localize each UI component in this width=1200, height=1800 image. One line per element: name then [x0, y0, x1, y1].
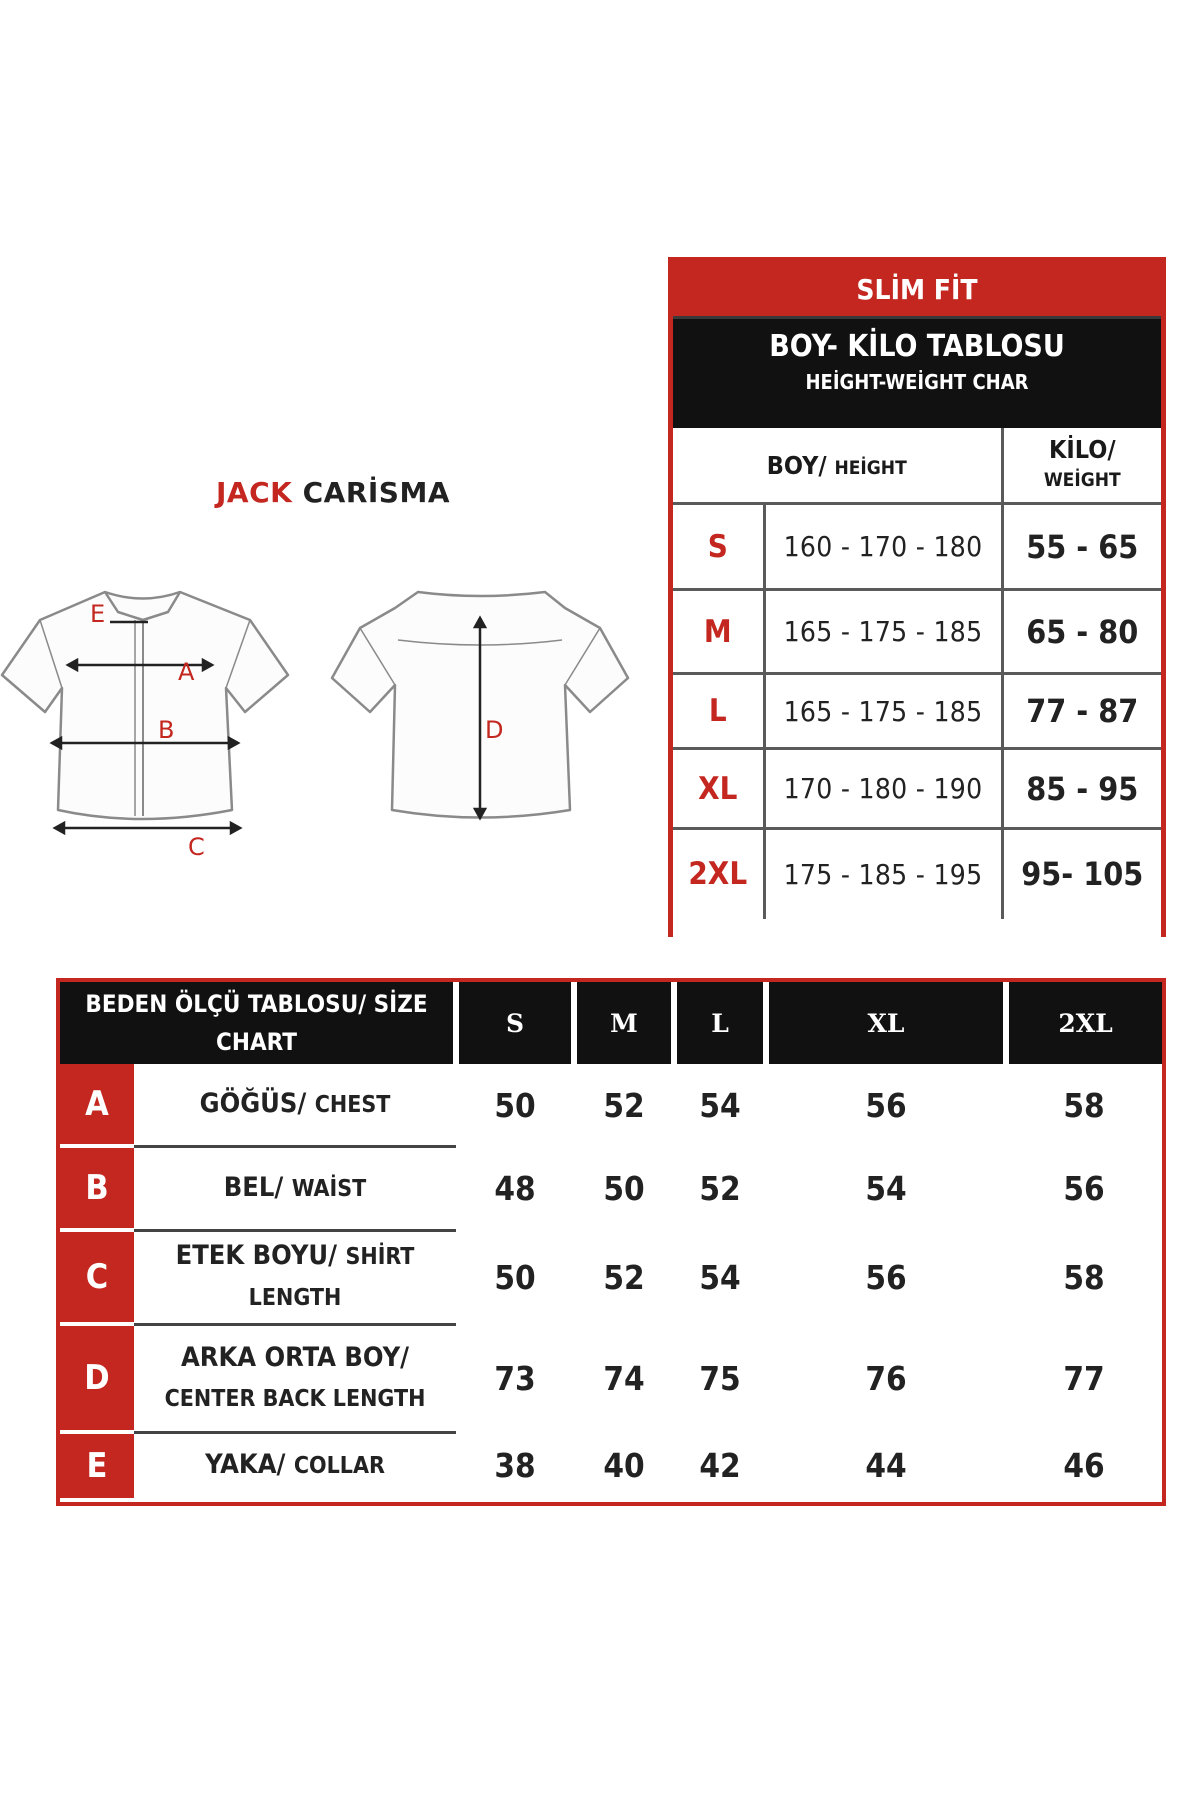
- size-chart-grid: [60, 982, 1162, 1498]
- row-label-main: ARKA ORTA BOY/: [180, 1341, 410, 1373]
- weight-cell: 55 - 65: [1002, 504, 1161, 590]
- row-label-sub: SHİRT LENGTH: [248, 1244, 415, 1311]
- value-cell: 56: [1063, 1168, 1105, 1208]
- value-cell: 56: [865, 1257, 907, 1297]
- row-label-sub: CHEST: [314, 1091, 391, 1118]
- value-cell: 56: [865, 1085, 907, 1125]
- col-height-sub: HEİGHT: [834, 456, 907, 479]
- value-cell: 46: [1063, 1445, 1105, 1485]
- value-cell: 52: [699, 1168, 741, 1208]
- table-row: [60, 1432, 1162, 1498]
- value-cell: 50: [494, 1257, 536, 1297]
- value-cell: 54: [699, 1257, 741, 1297]
- value-cell: 77: [1063, 1358, 1105, 1398]
- col-header-weight: [1002, 428, 1161, 504]
- value-cell: 58: [1063, 1085, 1105, 1125]
- value-cell: 38: [494, 1445, 536, 1485]
- value-cell: 73: [494, 1358, 536, 1398]
- col-weight-sub: WEİGHT: [1043, 469, 1121, 491]
- row-label-main: YAKA/: [205, 1449, 286, 1481]
- value-cell: 50: [494, 1085, 536, 1125]
- table-row: [673, 590, 1161, 674]
- weight-cell: 77 - 87: [1002, 674, 1161, 749]
- height-weight-table: [668, 257, 1166, 937]
- label-e: E: [90, 600, 106, 628]
- height-cell: 165 - 175 - 185: [764, 590, 1002, 674]
- table-row: [673, 749, 1161, 829]
- brand-part-2: CARİSMA: [302, 476, 450, 509]
- height-weight-header: [673, 316, 1161, 428]
- row-label-sub: WAİST: [291, 1175, 367, 1202]
- row-label-main: BEL/: [223, 1171, 284, 1203]
- value-cell: 44: [865, 1445, 907, 1485]
- size-chart-header: [60, 982, 1162, 1064]
- row-letter: A: [60, 1064, 134, 1146]
- label-d: D: [485, 716, 504, 744]
- height-weight-column-headers: [673, 428, 1161, 504]
- value-cell: 54: [699, 1085, 741, 1125]
- height-weight-grid: [673, 428, 1161, 919]
- size-chart-title: BEDEN ÖLÇÜ TABLOSU/ SİZE CHART: [60, 982, 456, 1064]
- table-row: [60, 1230, 1162, 1324]
- col-header-height: [673, 428, 1002, 504]
- table-row: [60, 1324, 1162, 1432]
- size-cell: M: [673, 590, 764, 674]
- height-cell: 170 - 180 - 190: [764, 749, 1002, 829]
- row-label: [134, 1230, 456, 1324]
- row-label-sub: CENTER BACK LENGTH: [164, 1385, 426, 1412]
- value-cell: 40: [603, 1445, 645, 1485]
- weight-cell: 65 - 80: [1002, 590, 1161, 674]
- height-cell: 175 - 185 - 195: [764, 829, 1002, 919]
- table-row: [673, 829, 1161, 919]
- value-cell: 48: [494, 1168, 536, 1208]
- row-label: [134, 1432, 456, 1498]
- table-row: [673, 674, 1161, 749]
- row-label-sub: COLLAR: [293, 1453, 385, 1480]
- row-label-main: ETEK BOYU/: [175, 1240, 338, 1271]
- size-header: S: [456, 982, 574, 1064]
- col-height-main: BOY/: [766, 450, 827, 480]
- size-cell: 2XL: [673, 829, 764, 919]
- value-cell: 42: [699, 1445, 741, 1485]
- value-cell: 52: [603, 1257, 645, 1297]
- row-letter: E: [60, 1432, 134, 1498]
- size-cell: XL: [673, 749, 764, 829]
- value-cell: 54: [865, 1168, 907, 1208]
- table-row: [60, 1064, 1162, 1146]
- size-header: XL: [766, 982, 1006, 1064]
- weight-cell: 95- 105: [1002, 829, 1161, 919]
- weight-cell: 85 - 95: [1002, 749, 1161, 829]
- table-row: [60, 1146, 1162, 1230]
- row-label: [134, 1146, 456, 1230]
- value-cell: 76: [865, 1358, 907, 1398]
- row-letter: B: [60, 1146, 134, 1230]
- shirt-diagram: [0, 570, 640, 870]
- size-header: L: [674, 982, 766, 1064]
- col-weight-main: KİLO/: [1048, 435, 1116, 464]
- row-letter: D: [60, 1324, 134, 1432]
- value-cell: 50: [603, 1168, 645, 1208]
- label-a: A: [178, 658, 195, 686]
- size-cell: S: [673, 504, 764, 590]
- size-header: 2XL: [1006, 982, 1162, 1064]
- size-header: M: [574, 982, 674, 1064]
- table-row: [673, 504, 1161, 590]
- row-label-main: GÖĞÜS/: [199, 1087, 307, 1119]
- label-c: C: [188, 833, 205, 861]
- brand-logo: [216, 476, 450, 509]
- height-cell: 160 - 170 - 180: [764, 504, 1002, 590]
- size-chart-table: [56, 978, 1166, 1506]
- height-weight-title: BOY- KİLO TABLOSU: [769, 329, 1065, 364]
- row-label: [134, 1324, 456, 1432]
- row-label: [134, 1064, 456, 1146]
- value-cell: 74: [603, 1358, 645, 1398]
- row-letter: C: [60, 1230, 134, 1324]
- value-cell: 75: [699, 1358, 741, 1398]
- value-cell: 52: [603, 1085, 645, 1125]
- label-b: B: [158, 716, 175, 744]
- fit-title: SLİM FİT: [673, 262, 1161, 316]
- height-cell: 165 - 175 - 185: [764, 674, 1002, 749]
- height-weight-subtitle: HEİGHT-WEİGHT CHAR: [805, 370, 1029, 394]
- brand-part-1: JACK: [216, 476, 293, 509]
- size-cell: L: [673, 674, 764, 749]
- value-cell: 58: [1063, 1257, 1105, 1297]
